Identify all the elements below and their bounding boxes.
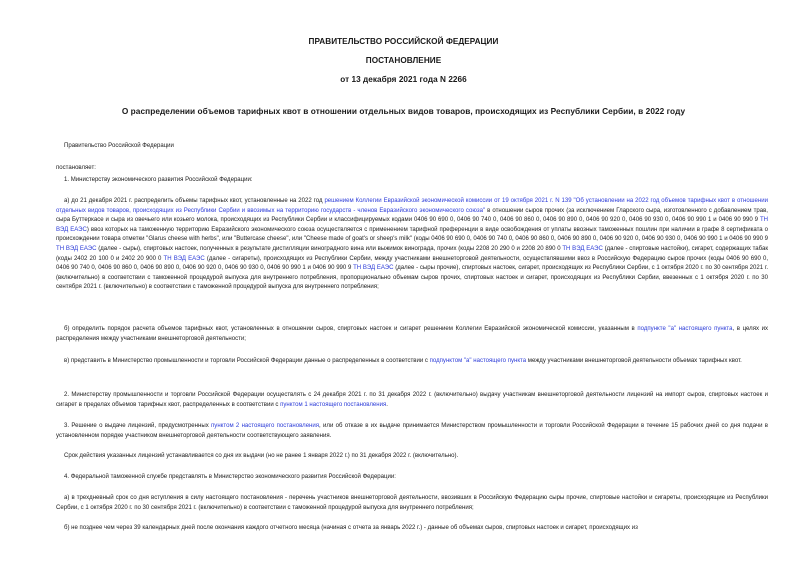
p1a-text-6: (далее - сигареты), происходящих из Республики Сербии, между участниками внешнеторговой деятельности, осуществлявшими ввоз в Российскую Федерацию сыров прочих (коды 0406 90 690 0, 0406 90 740 0, 0406 90 860 0, 0406 90 890 0, 0406 90 920 0, 0406 90 930 0, 0406 90 990 1 и 0406 90 990 9 [56, 255, 768, 272]
government-heading: ПРАВИТЕЛЬСТВО РОССИЙСКОЙ ФЕДЕРАЦИИ [308, 37, 499, 46]
paragraph-4b: б) не позднее чем через 39 календарных дней после окончания каждого отчетного месяца (начиная с отчета за январь 2022 г.) - данные об объемах сыров, спиртовых настоек и сигарет, происходящих из [64, 525, 638, 531]
doc-type-heading: ПОСТАНОВЛЕНИЕ [365, 56, 442, 65]
subparagraph-a-link[interactable]: подпункте "а" настоящего пункта [637, 326, 733, 332]
p3-text-1: 3. Решение о выдаче лицензий, предусмотренных [64, 423, 212, 429]
subparagraph-a-link[interactable]: подпунктом "а" настоящего пункта [429, 358, 527, 364]
paragraph-3 [56, 422, 768, 441]
p1a-text-7: (далее - сыры прочие), спиртовых настоек, сигарет, происходящих из Республики Сербии, с 1 октября 2020 г. по 30 сентября 2021 г. (включительно) в соответствии с таможенной процедурой выпуска для внутреннего потребления, пропорционально объемам сыров прочих, спиртовых настоек и сигарет, происходящих из Республики Сербии, ввезенных с 1 октября 2020 г. по 30 сентября 2021 г. (включительно) в соответствии с таможенной процедурой выпуска для внутреннего потребления; [56, 265, 768, 291]
p1a-text-2: в отношении сыров прочих (за исключением Гларского сыра, изготовленного с добавлением трав, сыра Буттеркасе и сыра из овечьего или козьего молока, происходящих из Республики Сербии и классифицируемых кодами 0406 90 690 0, 0406 90 740 0, 0406 90 860 0, 0406 90 890 0, 0406 90 920 0, 0406 90 930 0, 0406 90 990 1 и 0406 90 990 9 [56, 207, 768, 224]
date-number-heading: от 13 декабря 2021 года N 2266 [340, 75, 467, 84]
paragraph-4: 4. Федеральной таможенной службе представлять в Министерство экономического развития Российской Федерации: [64, 474, 396, 480]
tn-ved-link[interactable]: ТН ВЭД ЕАЭС [163, 255, 205, 262]
preamble: Правительство Российской Федерации [64, 143, 174, 149]
p1a-text-1: а) до 21 декабря 2021 г. распределить объемы тарифных квот, установленные на 2022 год [64, 198, 325, 204]
p1a-text-4: (далее - сыры), спиртовых настоек, полученных в результате дистилляции виноградного вина или выжимок винограда, прочих (коды 2208 20 290 0 и 2208 20 890 0 [96, 245, 563, 252]
paragraph-1: 1. Министерству экономического развития Российской Федерации: [64, 177, 253, 183]
paragraph-3-validity: Срок действия указанных лицензий устанавливается со дня их выдачи (но не ранее 1 января 2022 г.) по 31 декабря 2022 г. (включительно). [64, 453, 459, 459]
tn-ved-link[interactable]: ТН ВЭД ЕАЭС [353, 265, 394, 272]
point-1-link[interactable]: пунктом 1 настоящего постановления [280, 401, 387, 408]
tn-ved-link[interactable]: ТН ВЭД ЕАЭС [562, 245, 603, 252]
paragraph-2 [56, 391, 768, 410]
document-title: О распределении объемов тарифных квот в отношении отдельных видов товаров, происходящих из Республики Сербии, в 2022 году [121, 106, 686, 116]
paragraph-1v [56, 357, 768, 367]
p1a-text-5: (далее - спиртовые настойки), сигарет, содержащих табак (коды 2402 20 100 0 и 2402 20 900 0 [56, 245, 768, 262]
eec-decision-link[interactable]: решением Коллегии Евразийской экономической комиссии от 19 октября 2021 г. N 139 "Об установлении на 2022 год объемов тарифных квот в отношении отдельных видов товаров, происходящих из Республики Сербии и ввозимых на территорию государств - членов Евразийского экономического союза" [56, 198, 768, 214]
p2-text-1: 2. Министерству промышленности и торговли Российской Федерации осуществлять с 24 декабря 2021 г. по 31 декабря 2022 г. (включительно) выдачу участникам внешнеторговой деятельности лицензий на импорт сыров, спиртовых настоек и сигарет в пределах объемов тарифных квот, распределенных в соответствии с [56, 392, 768, 408]
p1b-text-2: , в целях их распределения между участниками внешнеторговой деятельности; [56, 326, 769, 342]
p3-text-2: , или об отказе в их выдаче принимается Министерством промышленности и торговли Российской Федерации в течение 15 рабочих дней со дня подачи в установленном порядке участником внешнеторговой деятельности соответствующего заявления. [56, 423, 768, 439]
tn-ved-link[interactable]: ТН ВЭД ЕАЭС [56, 245, 97, 252]
paragraph-1a [56, 197, 768, 293]
p1v-text-2: между участниками внешнеторговой деятельности объемах тарифных квот. [526, 358, 742, 364]
tn-ved-link[interactable]: ТН ВЭД ЕАЭС [56, 217, 768, 233]
p2-text-2: . [386, 401, 388, 408]
resolves-text: постановляет: [56, 165, 96, 171]
p1b-text-1: б) определить порядок расчета объемов тарифных квот, установленных в отношении сыров, спиртовых настоек и сигарет решением Коллегии Евразийской экономической комиссии, указанным в [64, 326, 638, 332]
p1a-text-3: ) ввоз которых на таможенную территорию Евразийского экономического союза осуществляется с применением тарифной преференции в виде освобождения от уплаты ввозных таможенных пошлин при наличии в графе 8 сертификата о происхождении товара отметки "Glarus cheese with herbs", или "Buttercase cheese", или "Cheese made of goat's or sheep's milk" (коды 0406 90 690 0, 0406 90 740 0, 0406 90 860 0, 0406 90 890 0, 0406 90 920 0, 0406 90 930 0, 0406 90 990 1 и 0406 90 990 9 [56, 226, 768, 243]
paragraph-4a: а) в трехдневный срок со дня вступления в силу настоящего постановления - перечень участников внешнеторговой деятельности, ввозивших в Российскую Федерацию сыры прочие, спиртовые настойки и сигареты, происходящие из Республики Сербии, с 1 октября 2020 г. по 30 сентября 2021 г. (включительно) в соответствии с таможенной процедурой выпуска для внутреннего потребления; [56, 495, 768, 511]
point-2-link[interactable]: пунктом 2 настоящего постановления [211, 423, 320, 429]
paragraph-1b [56, 325, 768, 344]
p1v-text-1: в) представить в Министерство промышленности и торговли Российской Федерации данные о распределенных в соответствии с [64, 358, 430, 364]
